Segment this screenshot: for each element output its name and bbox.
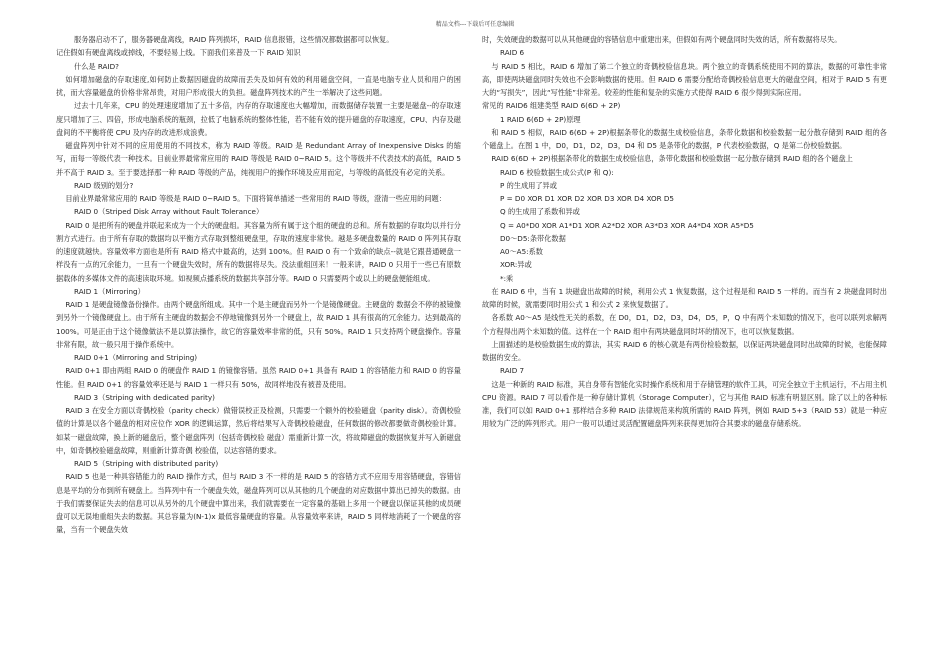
paragraph: 与 RAID 5 相比，RAID 6 增加了第二个独立的奇偶校验信息块。两个独立的奇偶系统使用不同的算法，数据的可靠性非常高，即使两块磁盘同时失效也不会影响数据的使用。但 RAID 6 需要分配给奇偶校验信息更大的磁盘空间，相对于 RAID 5 有更大的“写损失”，因此“写性能”非常差。较差的性能和复杂的实施方式使得 RAID 6 很少得到实际应用。 <box>482 61 887 97</box>
paragraph: RAID 0+1 即由两组 RAID 0 的硬盘作 RAID 1 的镜像容错。虽然 RAID 0+1 具备有 RAID 1 的容错能力和 RAID 0 的容量性能。但 RAID 0+1 的容量效率还是与 RAID 1 一样只有 50%，故同样地没有被普及使用。 <box>56 366 461 389</box>
section-heading: RAID 0+1（Mirroring and Striping) <box>74 353 198 362</box>
paragraph: RAID 5 也是一种具容错能力的 RAID 操作方式，但与 RAID 3 不一样的是 RAID 5 的容错方式不应用专用容错硬盘，容错信息是平均的分布到所有硬盘上。当阵列中有一个硬盘失效，磁盘阵列可以从其他的几个硬盘的对应数据中算出已掉失的数据。由于我们需要保证失去的信息可以从另外的几个硬盘中算出来，我们就需要在一定容量的基础上多用一个硬盘以保证其他的成员硬盘可以无误地重组失去的数据。其总容量为(N-1)x 最低容量硬盘的容量。从容量效率来讲，RAID 5 同样地消耗了一个硬盘的容量，当有一个硬盘失效 <box>56 472 461 535</box>
section-heading: RAID 3（Striping with dedicated parity) <box>74 392 215 402</box>
paragraph: 记住假如有硬盘离线或掉线，不要轻易上线。下面我们来普及一下 RAID 知识 <box>56 48 301 58</box>
right-column <box>482 33 887 431</box>
section-heading: RAID 0（Striped Disk Array without Fault Tolerance） <box>74 207 264 217</box>
left-column <box>56 33 461 537</box>
formula-line: A0～A5:系数 <box>500 247 543 256</box>
section-heading: RAID 级别的划分? <box>74 180 134 190</box>
paragraph: 服务器启动不了，服务器硬盘离线，RAID 阵列损坏，RAID 信息报错，这些情况都数据都可以恢复。 <box>74 35 394 44</box>
paragraph: 这是一种新的 RAID 标准，其自身带有智能化实时操作系统和用于存储管理的软件工具，可完全独立于主机运行，不占用主机 CPU 资源。RAID 7 可以看作是一种存储计算机（Storage Computer），它与其他 RAID 标准有明显区别。除了以上的各种标准，我们可以如 RAID 0+1 那样结合多种 RAID 法律规范来构筑所需的 RAID 阵列，例如 RAID 5+3（RAID 53）就是一种应用较为广泛的阵列形式。用户一般可以通过灵活配置磁盘阵列来获得更加符合其要求的磁盘存储系统。 <box>482 379 887 429</box>
paragraph: RAID 6(6D + 2P)根据条带化的数据生成校验信息，条带化数据和校验数据一起分散存储到 RAID 组的各个磁盘上 <box>491 154 853 164</box>
section-heading: RAID 6 <box>500 48 525 58</box>
formula-line: Q 的生成用了系数和异或 <box>500 207 580 217</box>
formula-line: RAID 6 校验数据生成公式(P 和 Q): <box>500 167 614 177</box>
paragraph: 时，失效硬盘的数据可以从其他硬盘的容错信息中重建出来，但假如有两个硬盘同时失效的话，所有数据将尽失。 <box>482 35 842 44</box>
paragraph: RAID 1 是硬盘镜像备份操作。由两个硬盘所组成。其中一个是主硬盘而另外一个是镜像硬盘。主硬盘的 数据会不停的被镜像到另外一个镜像硬盘上。由于所有主硬盘的数据会不停地镜像到另外一个硬盘上，故 RAID 1 具有很高的冗余能力。达到最高的 100%。可是正由于这个镜像做法不是以算法操作，故它的容量效率非常的低，只有 50%。RAID 1 只支持两个硬盘操作。容量非常有限，故一般只用于操作系统中。 <box>56 300 461 349</box>
formula-line: *:乘 <box>500 273 514 283</box>
paragraph: 过去十几年来，CPU 的处理速度增加了五十多倍，内存的存取速度也大幅增加，而数据储存装置一主要是磁盘--的存取速度只增加了三、四倍，形成电脑系统的瓶颈，拉低了电脑系统的整体性能，若不能有效的提升磁盘的存取速度，CPU、内存及磁盘间的不平衡将使 CPU 及内存的改进形成浪费。 <box>56 101 461 137</box>
formula-line: P 的生成用了异或 <box>500 180 557 190</box>
paragraph: 各系数 A0～A5 是线性无关的系数，在 D0，D1，D2，D3，D4，D5，P，Q 中有两个未知数的情况下，也可以联列求解两个方程得出两个未知数的值。这样在一个 RAID 组中有两块磁盘同时坏的情况下，也可以恢复数据。 <box>482 313 887 336</box>
paragraph: 目前业界最常常应用的 RAID 等级是 RAID 0~RAID 5。下面将简单描述一些常用的 RAID 等级，澄清一些应用的问题： <box>65 194 446 203</box>
formula-line: D0～D5:条带化数据 <box>500 233 566 243</box>
paragraph: 上面描述的是校验数据生成的算法，其实 RAID 6 的核心就是有两份检验数据，以保证两块磁盘同时出故障的时候，也能保障数据的安全。 <box>482 339 887 362</box>
section-heading: 什么是 RAID? <box>74 61 119 71</box>
section-heading: RAID 7 <box>500 366 525 376</box>
section-heading: RAID 5（Striping with distributed parity) <box>74 459 219 468</box>
paragraph: 和 RAID 5 相似，RAID 6(6D + 2P)根据条带化的数据生成校验信息，条带化数据和校验数据一起分散存储到 RAID 组的各个磁盘上。在图 1 中，D0，D1，D2，D3，D4 和 D5 是条带化的数据，P 代表校验数据，Q 是第二份校验数据。 <box>482 127 887 150</box>
formula-line: P = D0 XOR D1 XOR D2 XOR D3 XOR D4 XOR D5 <box>500 194 674 203</box>
section-heading: 1 RAID 6(6D + 2P)原理 <box>500 114 581 124</box>
paragraph: 磁盘阵列中针对不同的应用使用的不同技术，称为 RAID 等级。RAID 是 Redundant Array of Inexpensive Disks 的缩写，而每一等级代表一种技术。目前业界最常常应用的 RAID 等级是 RAID 0~RAID 5。这个等级并不代表技术的高低，RAID 5 并不高于 RAID 3。至于要选择那一种 RAID 等级的产品，纯视用户的操作环境及应用而定，与等级的高低没有必定的关系。 <box>56 141 461 177</box>
page-header: 精品文档---下载后可任意编辑 <box>435 21 515 28</box>
section-heading: RAID 1（Mirroring） <box>74 286 145 296</box>
paragraph: 在 RAID 6 中，当有 1 块磁盘出故障的时候，利用公式 1 恢复数据，这个过程是和 RAID 5 一样的。而当有 2 块磁盘同时出故障的时候，就需要同时用公式 1 和公式 2 来恢复数据了。 <box>482 286 887 309</box>
paragraph: RAID 0 是把所有的硬盘并联起来成为一个大的硬盘组。其容量为所有属于这个组的硬盘的总和。所有数据的存取均以并行分割方式进行。由于所有存取的数据均以平衡方式存取到整组硬盘里，存取的速度非常快。越是多硬盘数量的 RAID 0 阵列其存取的速度就越快。容量效率方面也是所有 RAID 格式中最高的，达到 100%。但 RAID 0 有一个致命的缺点--就是它跟普通硬盘一样没有一点的冗余能力，一旦有一个硬盘失效时，所有的数据将尽失。没法重组回来！一般来讲，RAID 0 只用于一些已有原数据载体的多媒体文件的高速读取环境。如视频点播系统的数据共享部分等。RAID 0 只需要两个或以上的硬盘便能组成。 <box>56 220 461 283</box>
formula-line: Q = A0*D0 XOR A1*D1 XOR A2*D2 XOR A3*D3 XOR A4*D4 XOR A5*D5 <box>500 220 754 230</box>
paragraph: 如何增加磁盘的存取速度,如何防止数据因磁盘的故障而丢失及如何有效的利用磁盘空间，一直是电脑专业人员和用户的困扰，而大容量磁盘的价格非常昂贵，对用户形成很大的负担。磁盘阵列技术的产生一举解决了这些问题。 <box>56 74 461 97</box>
paragraph: RAID 3 在安全方面以奇偶校验（parity check）做错误校正及检测，只需要一个额外的校验磁盘（parity disk）。奇偶校验值的计算是以各个磁盘的相对应位作 XOR 的逻辑运算，然后将结果写入奇偶校验磁盘，任何数据的修改都要做奇偶校验计算。如某一磁盘故障，换上新的磁盘后，整个磁盘阵列（包括奇偶校验 磁盘）需重新计算一次，将故障磁盘的数据恢复并写入新磁盘中，如奇偶校验磁盘故障，则重新计算奇偶 校验值，以达容错的要求。 <box>56 406 461 455</box>
paragraph: 常见的 RAID6 组建类型 RAID 6(6D + 2P) <box>482 101 621 111</box>
formula-line: XOR:异或 <box>500 260 532 270</box>
